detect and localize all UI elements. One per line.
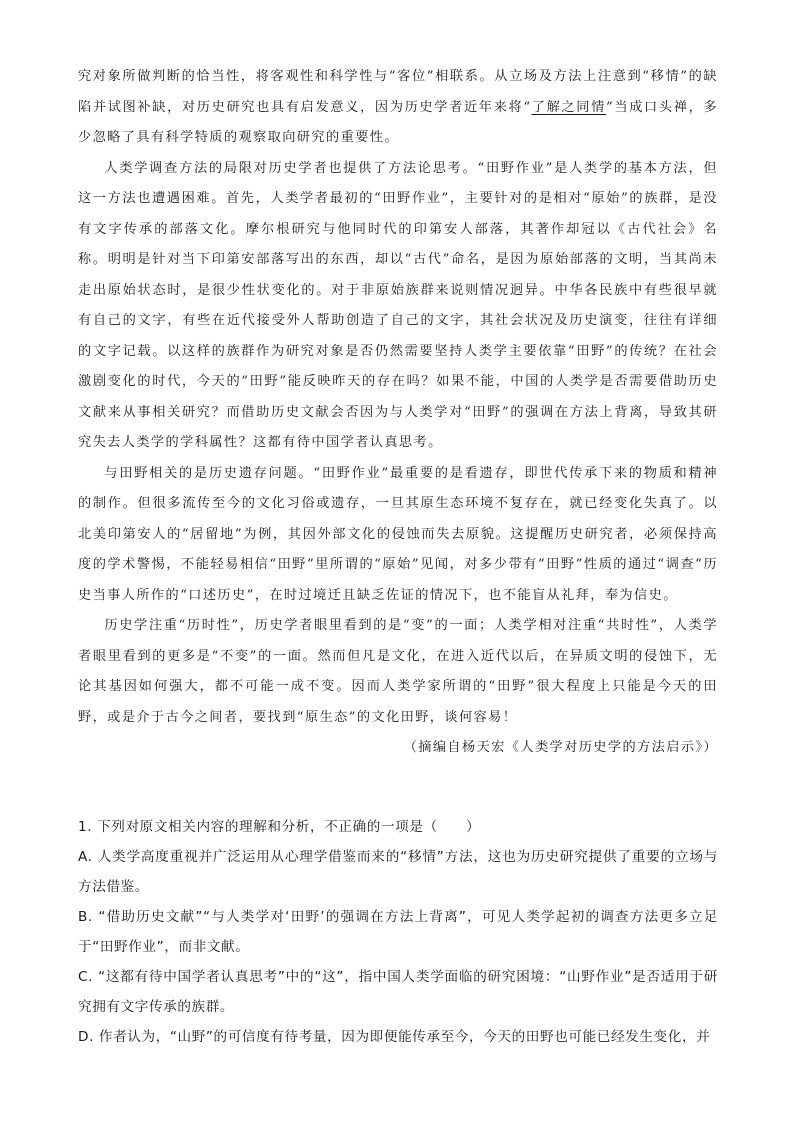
question-1-option-c: C. “这都有待中国学者认真思考”中的“这”，指中国人类学面临的研究困境：“山野作业”是否适用于研究拥有文字传承的族群。 [78,969,718,1015]
question-1-stem: 1. 下列对原文相关内容的理解和分析，不正确的一项是（ ） [78,819,481,835]
passage-paragraph-2: 人类学调查方法的局限对历史学者也提供了方法论思考。“田野作业”是人类学的基本方法，但这一方法也遭遇困难。首先，人类学者最初的“田野作业”，主要针对的是相对“原始”的族群，是没有文字传承的部落文化。摩尔根研究与他同时代的印第安人部落，其著作却冠以《古代社会》名称。明明是针对当下印第安部落写出的东西，却以“古代”命名，是因为原始部落的文明，当其尚未走出原始状态时，是很少性状变化的。对于非原始族群来说则情况迥异。中华各民族中有些很早就有自己的文字，有些在近代接受外人帮助创造了自己的文字，其社会状况及历史演变，往往有详细的文字记载。以这样的族群作为研究对象是否仍然需要坚持人类学主要依靠“田野”的传统？在社会激剧变化的时代，今天的“田野”能反映昨天的存在吗？如果不能，中国的人类学是否需要借助历史文献来从事相关研究？而借助历史文献会否因为与人类学对“田野”的强调在方法上背离，导致其研究失去人类学的学科属性？这都有待中国学者认真思考。 [78,160,718,450]
reading-passage [78,62,718,764]
passage-paragraph-4: 历史学注重“历时性”，历史学者眼里看到的是“变”的一面；人类学相对注重“共时性”，人类学者眼里看到的更多是“不变”的一面。然而但凡是文化，在进入近代以后，在异质文明的侵蚀下，无论其基因如何强大，都不可能一成不变。因而人类学家所谓的“田野”很大程度上只能是今天的田野，或是介于古今之间者，要找到“原生态”的文化田野，谈何容易！ [78,618,718,725]
question-1-option-a: A. 人类学高度重视并广泛运用从心理学借鉴而来的“移情”方法，这也为历史研究提供了重要的立场与方法借鉴。 [78,849,718,895]
question-section [78,812,718,1052]
question-1-option-b: B. “借助历史文献”“与人类学对‘田野’的强调在方法上背离”，可见人类学起初的调查方法更多立足于“田野作业”，而非文献。 [78,909,718,955]
passage-paragraph-3: 与田野相关的是历史遗存问题。“田野作业”最重要的是看遗存，即世代传承下来的物质和精神的制作。但很多流传至今的文化习俗或遗存，一旦其原生态环境不复存在，就已经变化失真了。以北美印第安人的“居留地”为例，其因外部文化的侵蚀而失去原貌。这提醒历史研究者，必须保持高度的学术警惕，不能轻易相信“田野”里所谓的“原始”见闻，对多少带有“田野”性质的通过“调查”历史当事人所作的“口述历史”，在时过境迁且缺乏佐证的情况下，也不能盲从礼拜，奉为信史。 [78,465,718,603]
passage-paragraph-1 [78,62,718,154]
passage-paragraph-1-text-a: 究对象所做判断的恰当性，将客观性和科学性与“客位”相联系。从立场及方法上注意到“移情”的缺陷并试图补缺，对历史研究也具有启发意义，因为历史学者近年来将“ [78,69,718,115]
underlined-phrase: 了解之同情 [531,99,606,115]
question-1-option-d: D. 作者认为，“山野”的可信度有待考量，因为即便能传承至今，今天的田野也可能已经发生变化，并 [78,1029,711,1045]
passage-paragraph-1-text-b: ”当成口头禅，多少忽略了具有科学特质的观察取向研究的重要性。 [78,99,719,145]
passage-source: （摘编自杨天宏《人类学对历史学的方法启示》） [403,740,718,755]
